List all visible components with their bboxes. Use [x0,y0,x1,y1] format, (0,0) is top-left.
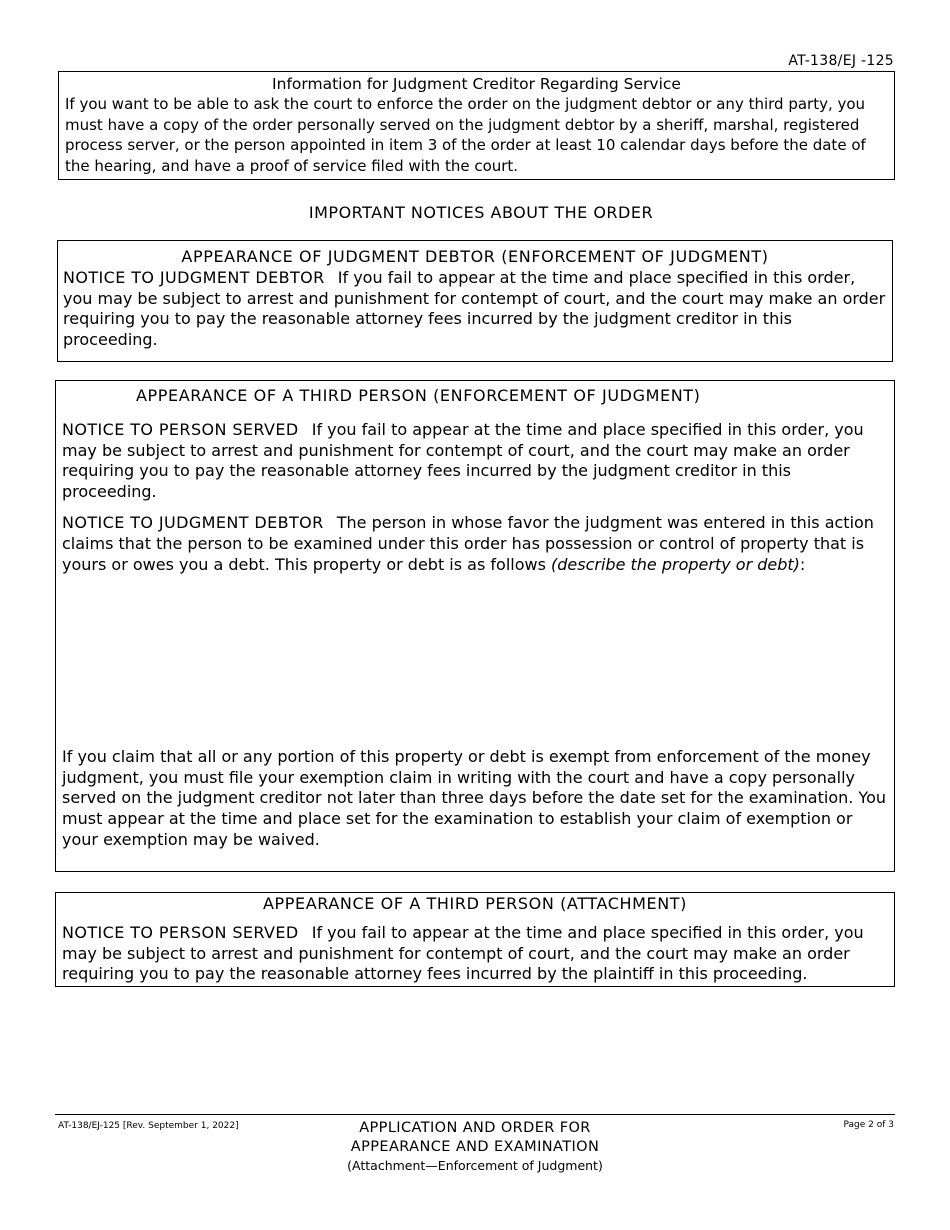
judgment-debtor-title: APPEARANCE OF JUDGMENT DEBTOR (ENFORCEMENT OF JUDGMENT) [181,247,769,266]
attachment-notice-lead: NOTICE TO PERSON SERVED [62,923,299,942]
attachment-notice-text: If you fail to appear at the time and place specified in this order, you may be subject to arrest and punishment for contempt of court, and the court may make an order requiring you to pay the reasonable attorney fees incurred by the plaintiff in this proceeding. [62,923,864,984]
notices-heading: IMPORTANT NOTICES ABOUT THE ORDER [308,203,654,222]
service-info-text: If you want to be able to ask the court to enforce the order on the judgment debtor or any third party, you must have a copy of the order personally served on the judgment debtor by a sheriff, marshal, registered process server, or the person appointed in item 3 of the order at least 10 calendar days before the date of the hearing, and have a proof of service filed with the court. [65,95,866,175]
judgment-debtor-notice-lead: NOTICE TO JUDGMENT DEBTOR [63,268,325,287]
footer-title-line3: (Attachment—Enforcement of Judgment) [347,1158,603,1173]
judgment-debtor-section [57,240,893,362]
third-person-attachment-section [55,892,895,987]
footer-divider [55,1114,895,1115]
property-description-area[interactable] [62,575,888,747]
footer-title-line1: APPLICATION AND ORDER FOR [359,1120,591,1136]
third-person-enforcement-section [55,380,895,872]
debtor-property-notice-lead: NOTICE TO JUDGMENT DEBTOR [62,513,324,533]
person-served-notice-lead: NOTICE TO PERSON SERVED [62,420,299,439]
person-served-notice-text: If you fail to appear at the time and place specified in this order, you may be subject to arrest and punishment for contempt of court, and the court may make an order requiring you to pay the reasonable attorney fees incurred by the judgment creditor in this proceeding. [62,420,864,501]
exemption-claim-text: If you claim that all or any portion of this property or debt is exempt from enforcement of the money judgment, you must file your exemption claim in writing with the court and have a copy personally served on the judgment creditor not later than three days before the date set for the examination. You must appear at the time and place set for the examination to establish your claim of exemption or your exemption may be waived. [62,747,886,849]
third-person-attachment-title: APPEARANCE OF A THIRD PERSON (ATTACHMENT) [262,894,688,913]
debtor-property-notice [62,513,888,575]
footer-form-revision: AT-138/EJ-125 [Rev. September 1, 2022] [58,1121,239,1131]
footer-title-line2: APPEARANCE AND EXAMINATION [350,1139,600,1155]
form-id: AT-138/EJ -125 [788,53,894,69]
attachment-person-served-notice [62,923,888,985]
third-person-enforcement-title: APPEARANCE OF A THIRD PERSON (ENFORCEMENT OF JUDGMENT) [136,386,701,405]
footer-form-title [0,1119,950,1174]
debtor-property-notice-end: : [799,554,806,574]
service-info-box [58,71,895,180]
page-number: Page 2 of 3 [843,1120,894,1130]
service-info-title: Information for Judgment Creditor Regarding Service [272,75,681,93]
describe-property-hint: (describe the property or debt) [551,554,800,574]
debtor-property-notice-text: The person in whose favor the judgment was entered in this action claims that the person to be examined under this order has possession or control of property that is yours or owes you a debt. This property or debt is as follows [62,513,874,574]
judgment-debtor-notice-text: If you fail to appear at the time and place specified in this order, you may be subject to arrest and punishment for contempt of court, and the court may make an order requiring you to pay the reasonable attorney fees incurred by the judgment creditor in this proceeding. [63,268,886,349]
judgment-debtor-notice [63,268,887,350]
person-served-notice [62,420,888,502]
